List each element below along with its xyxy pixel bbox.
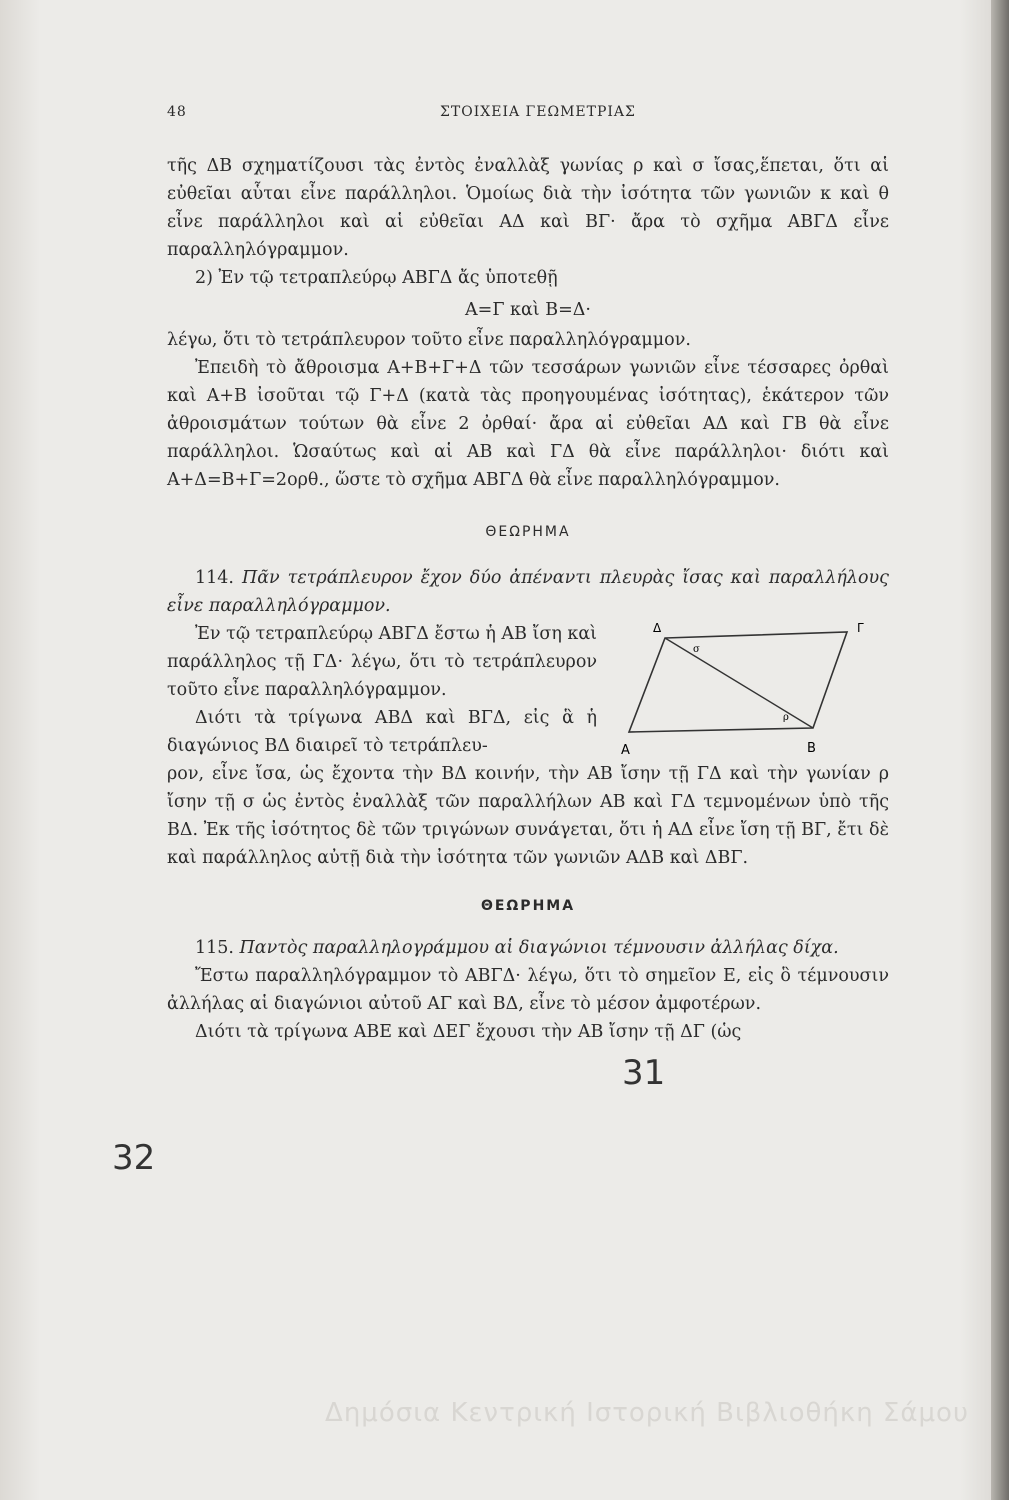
paragraph-115-proof: Διότι τὰ τρίγωνα ΑΒΕ καὶ ΔΕΓ ἔχουσι τὴν ΑΒ ἴσην τῇ ΔΓ (ὡς [195, 1022, 742, 1042]
theorem-heading-2: ΘΕΩΡΗΜΑ [480, 898, 576, 914]
theorem-115-statement [167, 934, 889, 962]
theorem-number: 114. [195, 568, 234, 588]
theorem-heading: ΘΕΩΡΗΜΑ [485, 524, 571, 540]
angle-label-sigma: σ [693, 644, 700, 655]
parallelogram-figure [617, 620, 877, 760]
paragraph-proof-rest: ρον, εἶνε ἴσα, ὡς ἔχοντα τὴν ΒΔ κοινήν, τὴν ΑΒ ἴσην τῇ ΓΔ καὶ τὴν γωνίαν ρ ἴσην τῇ σ ὡς ἐντὸς ἐναλλὰξ τῶν παραλλήλων ΑΒ καὶ ΓΔ τεμνομένων ὑπὸ τῆς ΒΔ. Ἐκ τῆς ἰσότητος δὲ τῶν τριγώνων συνάγεται, ὅτι ἡ ΑΔ εἶνε ἴση τῇ ΒΓ, ἔτι δὲ καὶ παράλληλος αὐτῇ διὰ τὴν ἰσότητα τῶν γωνιῶν ΑΔΒ καὶ ΔΒΓ. [167, 764, 889, 868]
paragraph-hypothesis: Ἐν τῷ τετραπλεύρῳ ΑΒΓΔ ἔστω ἡ ΑΒ ἴση καὶ παράλληλος τῇ ΓΔ· λέγω, ὅτι τὸ τετράπλευρον τοῦτο εἶνε παραλληλόγραμμον. [167, 624, 597, 700]
theorem-114-statement [167, 564, 889, 620]
vertex-label-g: Γ [857, 621, 864, 635]
paragraph-angle-sum: Ἐπειδὴ τὸ ἄθροισμα Α+Β+Γ+Δ τῶν τεσσάρων γωνιῶν εἶνε τέσσαρες ὀρθαὶ καὶ Α+Β ἰσοῦται τῷ Γ+Δ (κατὰ τὰς προηγουμένας ἰσότητας), ἑκάτερον τῶν ἀθροισμάτων τούτων θὰ εἶνε 2 ὀρθαί· ἄρα αἱ εὐθεῖαι ΑΔ καὶ ΓΒ θὰ εἶνε παράλληλοι. Ὡσαύτως καὶ αἱ ΑΒ καὶ ΓΔ θὰ εἶνε παράλληλοι· διότι καὶ Α+Δ=Β+Γ=2ορθ., ὥστε τὸ σχῆμα ΑΒΓΔ θὰ εἶνε παραλληλόγραμμον. [167, 358, 889, 490]
paragraph-115-hypothesis: Ἔστω παραλληλόγραμμον τὸ ΑΒΓΔ· λέγω, ὅτι τὸ σημεῖον Ε, εἰς ὃ τέμνουσιν ἀλλήλας αἱ διαγώνιοι αὐτοῦ ΑΓ καὶ ΒΔ, εἶνε τὸ μέσον ἀμφοτέρων. [167, 966, 889, 1014]
vertex-label-d: Δ [653, 621, 662, 635]
paragraph-proof-continuation: τῆς ΔΒ σχηματίζουσι τὰς ἐντὸς ἐναλλὰξ γωνίας ρ καὶ σ ἴσας,ἕπεται, ὅτι αἱ εὐθεῖαι αὗται εἶνε παράλληλοι. Ὁμοίως διὰ τὴν ἰσότητα τῶν γωνιῶν κ καὶ θ εἶνε παράλληλοι καὶ αἱ εὐθεῖαι ΑΔ καὶ ΒΓ· ἄρα τὸ σχῆμα ΑΒΓΔ εἶνε παραλληλόγραμμον. [167, 156, 889, 260]
page-number: 48 [167, 104, 187, 120]
running-title: ΣΤΟΙΧΕΙΑ ΓΕΩΜΕΤΡΙΑΣ [440, 104, 636, 120]
theorem-text: Πᾶν τετράπλευρον ἔχον δύο ἀπέναντι πλευρὰς ἴσας καὶ παραλλήλους εἶνε παραλληλόγραμμον. [167, 568, 889, 616]
paragraph-claim: λέγω, ὅτι τὸ τετράπλευρον τοῦτο εἶνε παραλληλόγραμμον. [167, 330, 691, 350]
vertex-label-a: Α [621, 743, 630, 758]
parallelogram-svg [617, 620, 877, 760]
library-watermark: Δημόσια Κεντρική Ιστορική Βιβλιοθήκη Σάμου [325, 1398, 969, 1428]
paragraph-case-2: 2) Ἐν τῷ τετραπλεύρῳ ΑΒΓΔ ἄς ὑποτεθῇ [195, 268, 558, 288]
theorem-text-2: Παντὸς παραλληλογράμμου αἱ διαγώνιοι τέμνουσιν ἀλλήλας δίχα. [239, 938, 839, 958]
page-body [167, 152, 889, 1046]
angle-label-rho: ρ [783, 712, 789, 723]
theorem-number-2: 115. [195, 938, 234, 958]
paragraph-proof-start: Διότι τὰ τρίγωνα ΑΒΔ καὶ ΒΓΔ, εἰς ἃ ἡ διαγώνιος ΒΔ διαιρεῖ τὸ τετράπλευ- [167, 708, 597, 756]
theorem-114-with-figure [167, 620, 889, 760]
pencil-note-32: 32 [112, 1138, 156, 1178]
pencil-note-31: 31 [622, 1053, 666, 1093]
equation-angles: Α=Γ καὶ Β=Δ· [465, 300, 591, 320]
vertex-label-b: Β [807, 741, 816, 756]
book-spine-edge [991, 0, 1009, 1500]
theorem-114-proof-start [167, 620, 597, 760]
diagonal-bd [665, 638, 813, 728]
